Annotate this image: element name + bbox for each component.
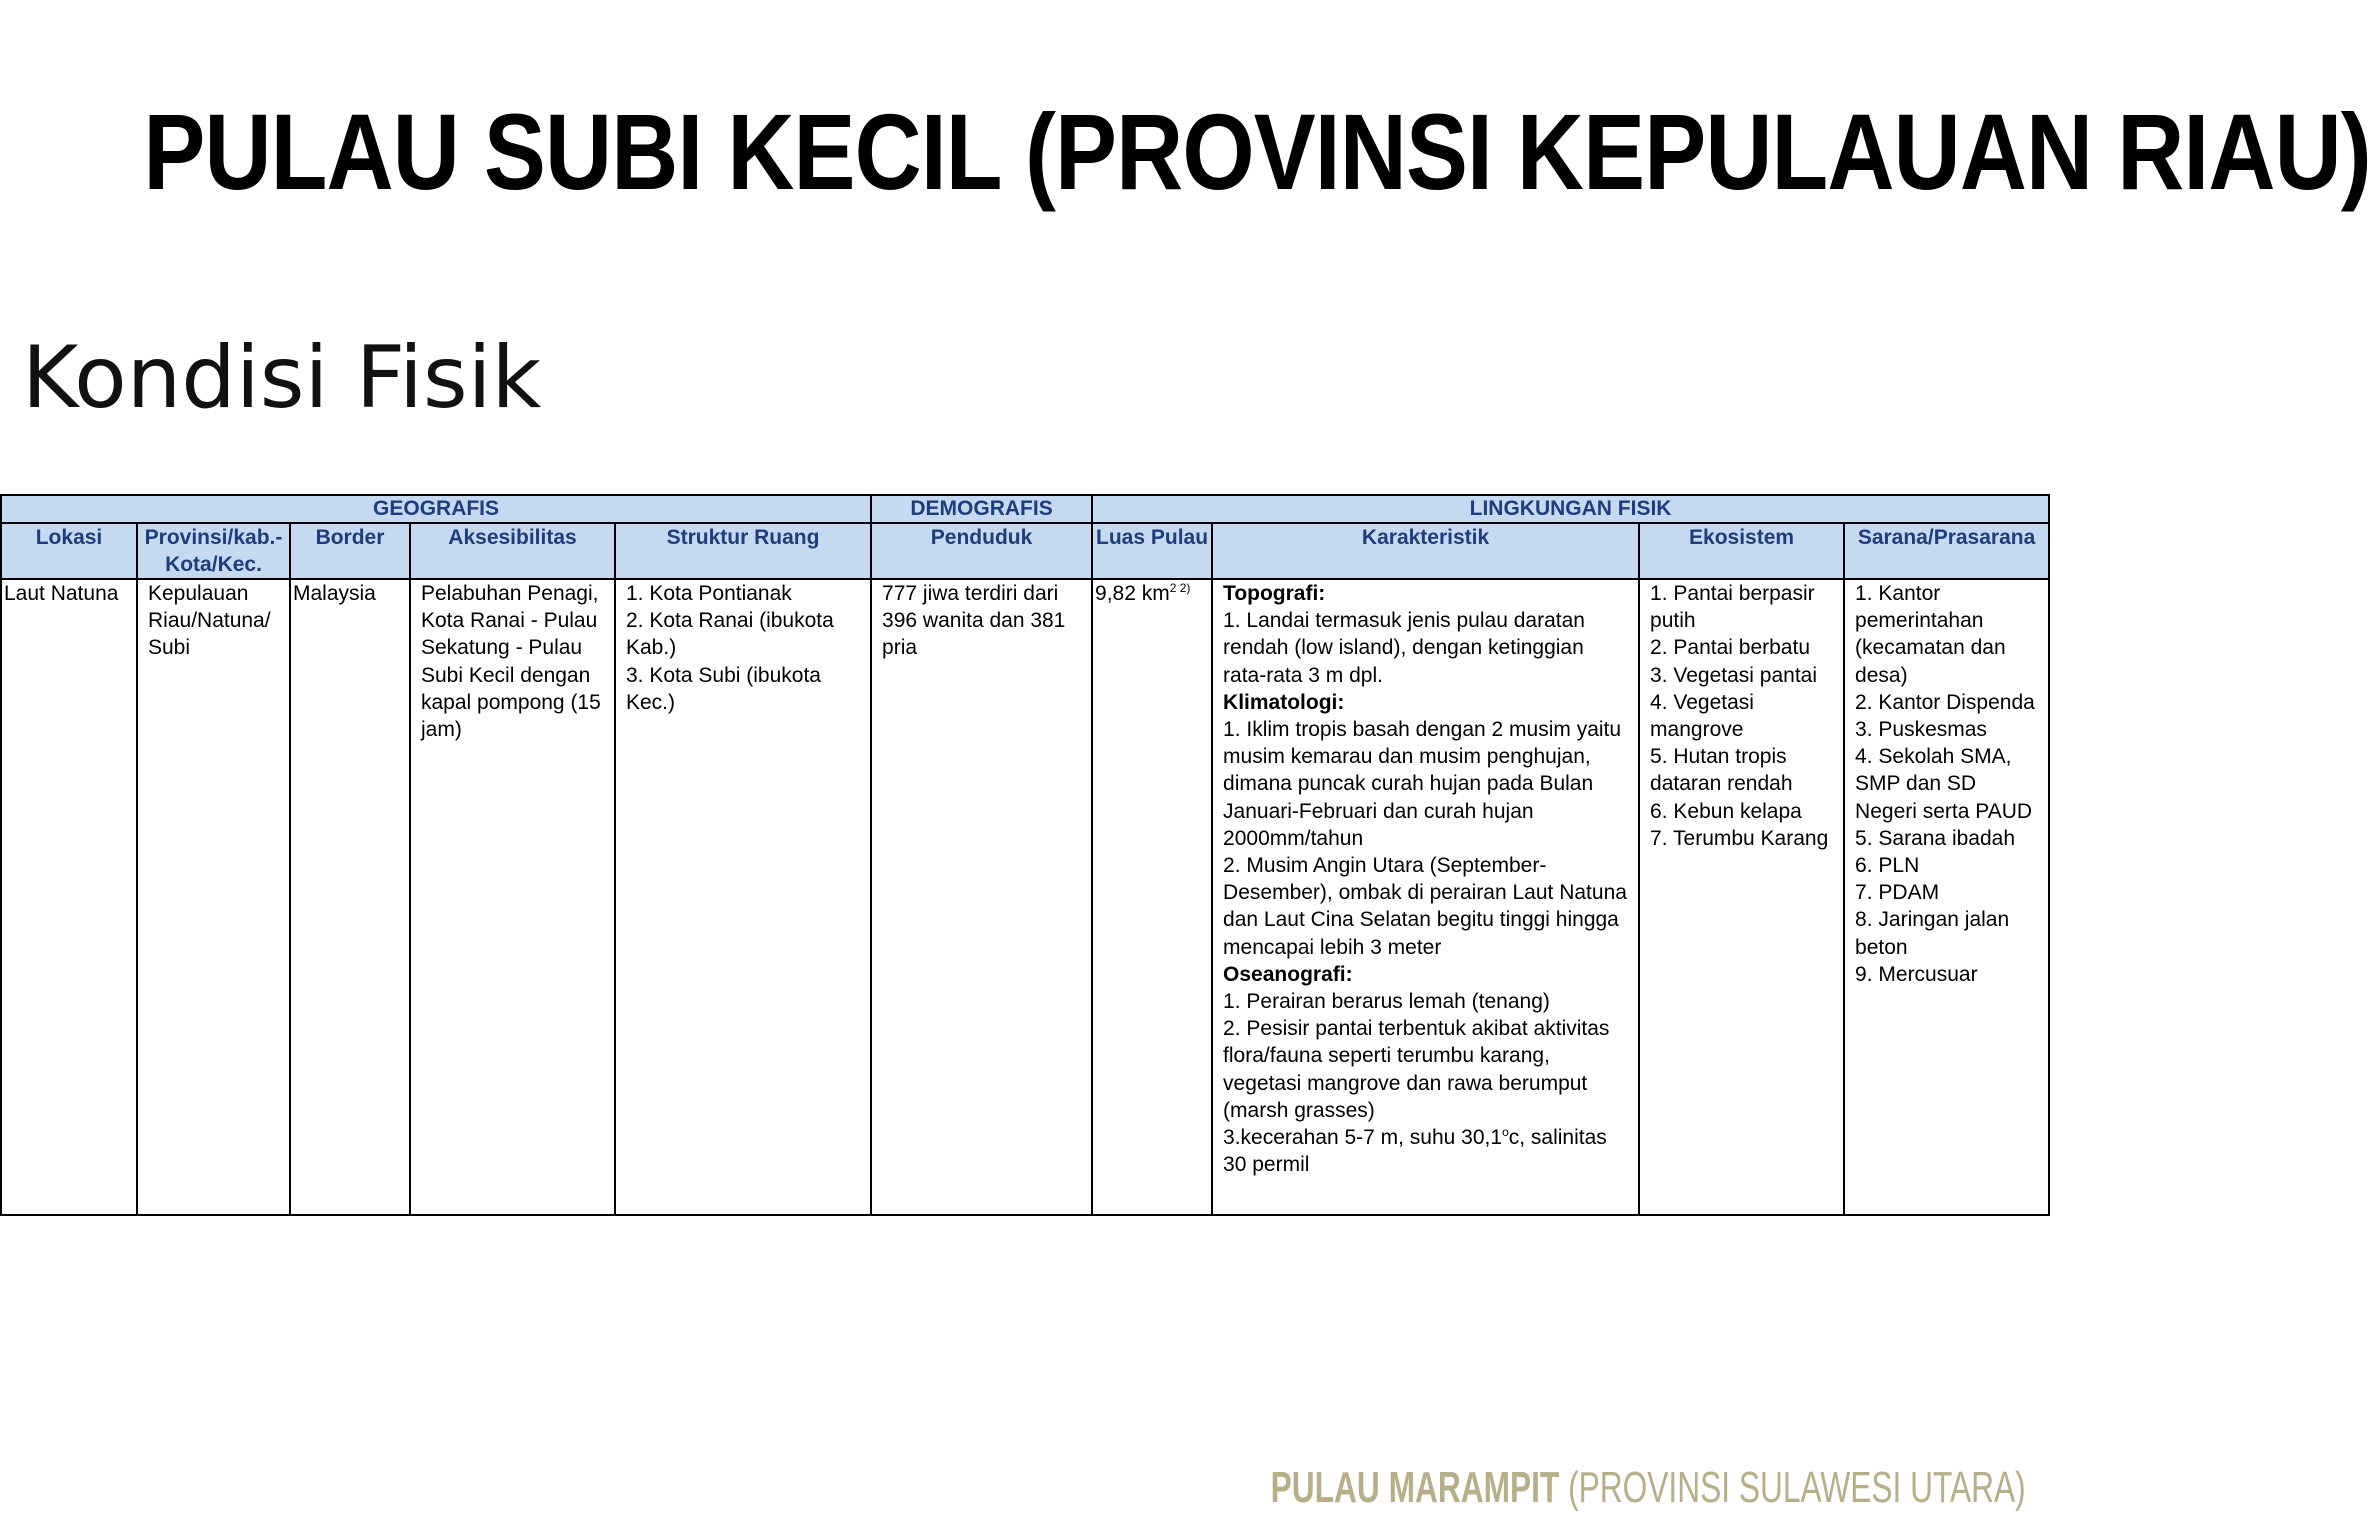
column-header-row bbox=[1, 523, 2049, 579]
text-oseanografi: 1. Perairan berarus lemah (tenang) 2. Pesisir pantai terbentuk akibat aktivitas flora/fauna seperti terumbu karang, vegetasi mangrove dan rawa berumput (marsh grasses) bbox=[1223, 990, 1610, 1122]
section-subtitle: Kondisi Fisik bbox=[22, 328, 542, 428]
cell-ekosistem: 1. Pantai berpasir putih 2. Pantai berbatu 3. Vegetasi pantai 4. Vegetasi mangrove 5. Hutan tropis dataran rendah 6. Kebun kelapa 7. Terumbu Karang bbox=[1639, 579, 1844, 1215]
col-lokasi: Lokasi bbox=[1, 523, 137, 579]
col-luas-pulau: Luas Pulau bbox=[1092, 523, 1212, 579]
label-oseanografi: Oseanografi: bbox=[1223, 962, 1353, 986]
group-lingkungan-fisik: LINGKUNGAN FISIK bbox=[1092, 495, 2049, 523]
group-geografis: GEOGRAFIS bbox=[1, 495, 871, 523]
cell-luas-pulau bbox=[1092, 579, 1212, 1215]
label-topografi: Topografi: bbox=[1223, 582, 1326, 605]
kecerahan-post: c, salinitas 30 permil bbox=[1223, 1126, 1607, 1177]
col-sarana-prasarana: Sarana/Prasarana bbox=[1844, 523, 2049, 579]
text-topografi: 1. Landai termasuk jenis pulau daratan rendah (low island), dengan ketinggian rata-rata 3 m dpl. bbox=[1223, 609, 1585, 687]
cell-provinsi: Kepulauan Riau/Natuna/ Subi bbox=[137, 579, 290, 1215]
physical-condition-table bbox=[0, 494, 2050, 1216]
cell-penduduk: 777 jiwa terdiri dari 396 wanita dan 381 pria bbox=[871, 579, 1092, 1215]
luas-value: 9,82 km bbox=[1095, 582, 1170, 605]
title-island: PULAU SUBI KECIL bbox=[143, 91, 1000, 212]
group-demografis: DEMOGRAFIS bbox=[871, 495, 1092, 523]
col-struktur-ruang: Struktur Ruang bbox=[615, 523, 871, 579]
title-province: (PROVINSI KEPULAUAN RIAU) bbox=[1024, 91, 2371, 212]
footer-next-island bbox=[1271, 1462, 2026, 1514]
col-aksesibilitas: Aksesibilitas bbox=[410, 523, 615, 579]
col-penduduk: Penduduk bbox=[871, 523, 1092, 579]
page-title bbox=[143, 91, 2371, 212]
cell-border: Malaysia bbox=[290, 579, 410, 1215]
cell-aksesibilitas: Pelabuhan Penagi, Kota Ranai - Pulau Sekatung - Pulau Subi Kecil dengan kapal pompong (15 jam) bbox=[410, 579, 615, 1215]
text-klimatologi: 1. Iklim tropis basah dengan 2 musim yaitu musim kemarau dan musim penghujan, dimana puncak curah hujan pada Bulan Januari-Februari dan curah hujan 2000mm/tahun 2. Musim Angin Utara (September-Desember), ombak di perairan Laut Natuna dan Laut Cina Selatan begitu tinggi hingga mencapai lebih 3 meter bbox=[1223, 718, 1627, 959]
col-border: Border bbox=[290, 523, 410, 579]
luas-superscript: 2 2) bbox=[1169, 581, 1191, 595]
text-kecerahan bbox=[1223, 1124, 1632, 1178]
cell-karakteristik bbox=[1212, 579, 1639, 1215]
footer-island: PULAU MARAMPIT bbox=[1270, 1463, 1560, 1512]
group-header-row bbox=[1, 495, 2049, 523]
table-row bbox=[1, 579, 2049, 1215]
col-provinsi: Provinsi/kab.-Kota/Kec. bbox=[137, 523, 290, 579]
col-karakteristik: Karakteristik bbox=[1212, 523, 1639, 579]
footer-province: (PROVINSI SULAWESI UTARA) bbox=[1568, 1463, 2026, 1512]
cell-struktur-ruang: 1. Kota Pontianak 2. Kota Ranai (ibukota Kab.) 3. Kota Subi (ibukota Kec.) bbox=[615, 579, 871, 1215]
cell-lokasi: Laut Natuna bbox=[1, 579, 137, 1215]
degree-superscript: o bbox=[1502, 1125, 1509, 1140]
label-klimatologi: Klimatologi: bbox=[1223, 690, 1345, 714]
kecerahan-pre: 3.kecerahan 5-7 m, suhu 30,1 bbox=[1223, 1126, 1503, 1150]
col-ekosistem: Ekosistem bbox=[1639, 523, 1844, 579]
cell-sarana-prasarana: 1. Kantor pemerintahan (kecamatan dan desa) 2. Kantor Dispenda 3. Puskesmas 4. Sekolah SMA, SMP dan SD Negeri serta PAUD 5. Sarana ibadah 6. PLN 7. PDAM 8. Jaringan jalan beton 9. Mercusuar bbox=[1844, 579, 2049, 1215]
